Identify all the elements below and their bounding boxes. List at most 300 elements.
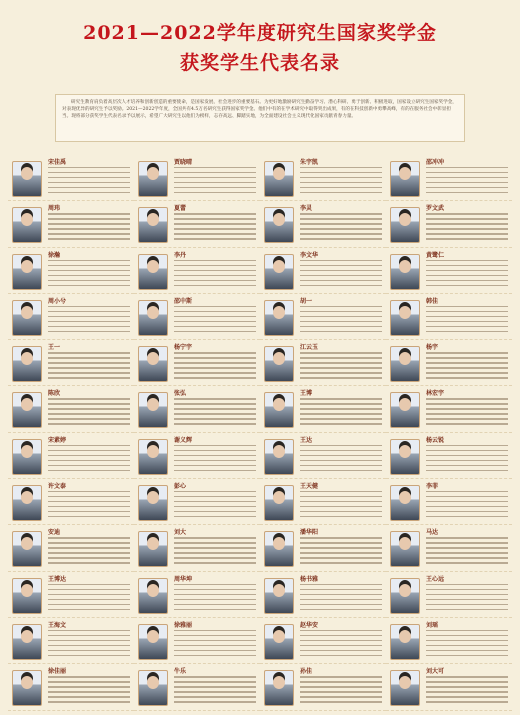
student-name: 刘大可 [426, 668, 445, 676]
bio-line [174, 265, 256, 266]
bio-line [300, 635, 382, 636]
bio-line [48, 275, 130, 276]
bio-line [300, 177, 382, 178]
bio-line [300, 506, 382, 507]
bio-line [300, 691, 382, 692]
portrait-head [147, 537, 159, 550]
student-card [8, 155, 134, 201]
student-photo [12, 207, 42, 243]
bio-line [174, 552, 256, 553]
portrait-head [399, 213, 411, 226]
bio-line [48, 177, 130, 178]
student-card [260, 433, 386, 479]
bio-line [426, 686, 508, 687]
student-bio [48, 445, 130, 475]
bio-line [174, 604, 256, 605]
student-photo [264, 439, 294, 475]
portrait-head [399, 167, 411, 180]
bio-line [426, 187, 508, 188]
bio-line [48, 362, 130, 363]
student-bio [174, 491, 256, 521]
bio-line [174, 233, 256, 234]
bio-line [426, 408, 508, 409]
student-photo [390, 207, 420, 243]
bio-line [426, 357, 508, 358]
student-card [386, 340, 512, 386]
student-bio [48, 398, 130, 428]
bio-line [426, 455, 508, 456]
bio-line [48, 238, 130, 239]
bio-line [48, 681, 130, 682]
bio-line [48, 260, 130, 261]
student-card [8, 618, 134, 664]
student-photo [390, 254, 420, 290]
bio-line [48, 594, 130, 595]
bio-line [300, 233, 382, 234]
bio-line [426, 423, 508, 424]
bio-line [48, 542, 130, 543]
bio-line [48, 557, 130, 558]
student-card [134, 525, 260, 571]
bio-line [300, 357, 382, 358]
bio-line [174, 172, 256, 173]
student-card [260, 572, 386, 618]
student-bio [174, 584, 256, 614]
student-photo [264, 207, 294, 243]
bio-line [426, 377, 508, 378]
bio-line [48, 357, 130, 358]
bio-line [300, 372, 382, 373]
bio-line [48, 506, 130, 507]
student-name: 张弘 [174, 390, 187, 398]
student-card [134, 294, 260, 340]
bio-line [300, 377, 382, 378]
student-photo [264, 392, 294, 428]
student-bio [48, 167, 130, 197]
bio-line [300, 655, 382, 656]
bio-line [426, 182, 508, 183]
student-photo [138, 161, 168, 197]
bio-line [426, 326, 508, 327]
portrait-head [21, 630, 33, 643]
student-name: 赵华安 [300, 621, 319, 629]
student-card [260, 479, 386, 525]
bio-line [300, 594, 382, 595]
portrait-head [21, 398, 33, 411]
student-bio [174, 398, 256, 428]
bio-line [48, 491, 130, 492]
bio-line [48, 367, 130, 368]
bio-line [426, 270, 508, 271]
bio-line [174, 455, 256, 456]
bio-line [300, 696, 382, 697]
bio-line [48, 182, 130, 183]
bio-line [174, 470, 256, 471]
portrait-head [147, 584, 159, 597]
bio-line [48, 676, 130, 677]
student-card [260, 664, 386, 710]
bio-line [174, 270, 256, 271]
bio-line [174, 542, 256, 543]
student-bio [426, 445, 508, 475]
student-card [8, 479, 134, 525]
bio-line [300, 187, 382, 188]
bio-line [300, 223, 382, 224]
student-card [386, 479, 512, 525]
portrait-head [399, 491, 411, 504]
student-photo [12, 578, 42, 614]
student-bio [300, 584, 382, 614]
bio-line [426, 260, 508, 261]
student-photo [138, 300, 168, 336]
bio-line [426, 557, 508, 558]
poster-title-line1: 2021—2022学年度研究生国家奖学金 [83, 22, 437, 44]
student-photo [390, 300, 420, 336]
bio-line [174, 167, 256, 168]
bio-line [48, 285, 130, 286]
bio-line [426, 445, 508, 446]
student-bio [174, 630, 256, 660]
student-name: 牛乐 [174, 668, 187, 676]
student-name: 杨宁宇 [174, 344, 193, 352]
student-card [134, 479, 260, 525]
student-photo [390, 531, 420, 567]
bio-line [300, 367, 382, 368]
student-card [8, 525, 134, 571]
bio-line [426, 584, 508, 585]
bio-line [48, 413, 130, 414]
student-card [8, 433, 134, 479]
poster-title-line2: 获奖学生代表名录 [179, 52, 340, 74]
bio-line [300, 352, 382, 353]
student-photo [138, 346, 168, 382]
student-card [134, 201, 260, 247]
bio-line [426, 491, 508, 492]
bio-line [174, 182, 256, 183]
student-name: 安迪 [48, 529, 61, 537]
student-bio [426, 584, 508, 614]
student-card [260, 155, 386, 201]
student-name: 徐瀚 [48, 251, 61, 259]
bio-line [174, 321, 256, 322]
bio-line [48, 331, 130, 332]
bio-line [48, 701, 130, 702]
student-card [8, 664, 134, 710]
student-photo [264, 346, 294, 382]
student-bio [48, 584, 130, 614]
bio-line [300, 465, 382, 466]
bio-line [300, 640, 382, 641]
student-photo [12, 392, 42, 428]
bio-line [174, 676, 256, 677]
bio-line [174, 306, 256, 307]
student-name: 周小兮 [48, 297, 67, 305]
bio-line [48, 686, 130, 687]
bio-line [426, 177, 508, 178]
student-card [386, 155, 512, 201]
student-photo [138, 670, 168, 706]
portrait-head [21, 584, 33, 597]
bio-line [48, 501, 130, 502]
student-card [260, 340, 386, 386]
bio-line [426, 372, 508, 373]
bio-line [300, 316, 382, 317]
student-photo [12, 624, 42, 660]
bio-line [48, 655, 130, 656]
student-bio [300, 537, 382, 567]
bio-line [174, 589, 256, 590]
bio-line [48, 465, 130, 466]
portrait-head [147, 398, 159, 411]
bio-line [48, 167, 130, 168]
bio-line [174, 228, 256, 229]
portrait-head [21, 676, 33, 689]
bio-line [48, 306, 130, 307]
bio-line [174, 218, 256, 219]
student-name: 罗文武 [426, 205, 445, 213]
bio-line [426, 645, 508, 646]
student-name: 宋素婷 [48, 436, 67, 444]
portrait-head [273, 537, 285, 550]
student-card [386, 618, 512, 664]
student-name: 朱宇凯 [300, 159, 319, 166]
student-bio [300, 260, 382, 290]
bio-line [300, 609, 382, 610]
bio-line [300, 418, 382, 419]
bio-line [426, 362, 508, 363]
portrait-head [273, 445, 285, 458]
bio-line [174, 372, 256, 373]
bio-line [48, 589, 130, 590]
student-photo [390, 670, 420, 706]
bio-line [426, 696, 508, 697]
bio-line [300, 645, 382, 646]
bio-line [426, 192, 508, 193]
bio-line [426, 640, 508, 641]
bio-line [174, 594, 256, 595]
bio-line [426, 172, 508, 173]
bio-line [300, 362, 382, 363]
portrait-head [147, 306, 159, 319]
bio-line [48, 460, 130, 461]
bio-line [300, 460, 382, 461]
bio-line [300, 542, 382, 543]
bio-line [174, 413, 256, 414]
bio-line [300, 182, 382, 183]
portrait-head [21, 352, 33, 365]
bio-line [300, 408, 382, 409]
bio-line [426, 352, 508, 353]
portrait-head [399, 537, 411, 550]
portrait-head [21, 260, 33, 273]
bio-line [48, 562, 130, 563]
bio-line [174, 511, 256, 512]
bio-line [300, 537, 382, 538]
student-bio [300, 306, 382, 336]
student-card [260, 294, 386, 340]
student-name: 夏蕾 [174, 205, 187, 213]
bio-line [300, 501, 382, 502]
bio-line [426, 542, 508, 543]
bio-line [300, 650, 382, 651]
bio-line [48, 265, 130, 266]
bio-line [426, 280, 508, 281]
bio-line [300, 686, 382, 687]
bio-line [426, 321, 508, 322]
bio-line [300, 285, 382, 286]
bio-line [174, 630, 256, 631]
student-name: 李丹 [174, 251, 187, 259]
portrait-head [399, 676, 411, 689]
bio-line [174, 213, 256, 214]
bio-line [48, 228, 130, 229]
bio-line [48, 640, 130, 641]
bio-line [174, 377, 256, 378]
bio-line [174, 640, 256, 641]
student-name: 陈欣 [48, 390, 61, 398]
student-bio [48, 491, 130, 521]
bio-line [174, 238, 256, 239]
student-name: 江云玉 [300, 344, 319, 352]
student-grid [8, 155, 512, 711]
student-card [134, 433, 260, 479]
portrait-head [273, 167, 285, 180]
bio-line [48, 609, 130, 610]
student-photo [390, 161, 420, 197]
bio-line [300, 604, 382, 605]
bio-line [426, 655, 508, 656]
bio-line [300, 270, 382, 271]
bio-line [174, 465, 256, 466]
student-photo [138, 578, 168, 614]
bio-line [48, 223, 130, 224]
bio-line [300, 450, 382, 451]
student-card [386, 386, 512, 432]
bio-line [300, 423, 382, 424]
bio-line [174, 506, 256, 507]
bio-line [426, 650, 508, 651]
bio-line [174, 599, 256, 600]
student-card [8, 294, 134, 340]
bio-line [48, 635, 130, 636]
bio-line [174, 398, 256, 399]
bio-line [48, 547, 130, 548]
bio-line [48, 311, 130, 312]
bio-line [426, 496, 508, 497]
bio-line [174, 691, 256, 692]
bio-line [174, 584, 256, 585]
portrait-head [273, 306, 285, 319]
bio-line [174, 686, 256, 687]
student-photo [390, 346, 420, 382]
bio-line [300, 584, 382, 585]
student-bio [426, 630, 508, 660]
bio-line [48, 280, 130, 281]
student-card [8, 248, 134, 294]
student-bio [300, 676, 382, 706]
bio-line [426, 238, 508, 239]
bio-line [48, 496, 130, 497]
bio-line [300, 275, 382, 276]
bio-line [300, 445, 382, 446]
portrait-head [147, 630, 159, 643]
bio-line [426, 470, 508, 471]
student-name: 王心远 [426, 575, 445, 583]
bio-line [300, 218, 382, 219]
student-name: 孙佳 [300, 668, 313, 676]
bio-line [426, 701, 508, 702]
portrait-head [399, 260, 411, 273]
student-bio [48, 537, 130, 567]
bio-line [426, 676, 508, 677]
bio-line [48, 584, 130, 585]
student-card [8, 572, 134, 618]
bio-line [174, 445, 256, 446]
student-card [386, 201, 512, 247]
bio-line [300, 331, 382, 332]
bio-line [174, 316, 256, 317]
bio-line [174, 609, 256, 610]
bio-line [300, 172, 382, 173]
bio-line [48, 599, 130, 600]
bio-line [300, 547, 382, 548]
bio-line [174, 460, 256, 461]
bio-line [426, 609, 508, 610]
bio-line [48, 321, 130, 322]
bio-line [174, 537, 256, 538]
bio-line [426, 265, 508, 266]
student-name: 周玮 [48, 205, 61, 213]
portrait-head [399, 306, 411, 319]
student-name: 杨宇 [426, 344, 439, 352]
student-bio [174, 260, 256, 290]
student-name: 王一 [48, 344, 61, 352]
bio-line [48, 398, 130, 399]
bio-line [174, 655, 256, 656]
student-bio [300, 352, 382, 382]
student-card [134, 248, 260, 294]
bio-line [426, 418, 508, 419]
bio-line [300, 213, 382, 214]
bio-line [174, 362, 256, 363]
student-card [134, 664, 260, 710]
bio-line [174, 352, 256, 353]
bio-line [426, 228, 508, 229]
bio-line [174, 187, 256, 188]
bio-line [426, 213, 508, 214]
student-photo [390, 624, 420, 660]
bio-line [174, 501, 256, 502]
student-bio [174, 445, 256, 475]
bio-line [48, 372, 130, 373]
bio-line [174, 681, 256, 682]
portrait-head [147, 676, 159, 689]
student-bio [426, 260, 508, 290]
bio-line [426, 599, 508, 600]
bio-line [174, 701, 256, 702]
bio-line [300, 701, 382, 702]
portrait-head [273, 213, 285, 226]
bio-line [48, 423, 130, 424]
student-name: 韩佳 [426, 297, 439, 305]
student-name: 王海文 [48, 621, 67, 629]
portrait-head [21, 445, 33, 458]
bio-line [300, 491, 382, 492]
portrait-head [147, 167, 159, 180]
bio-line [300, 260, 382, 261]
bio-line [426, 506, 508, 507]
bio-line [174, 645, 256, 646]
